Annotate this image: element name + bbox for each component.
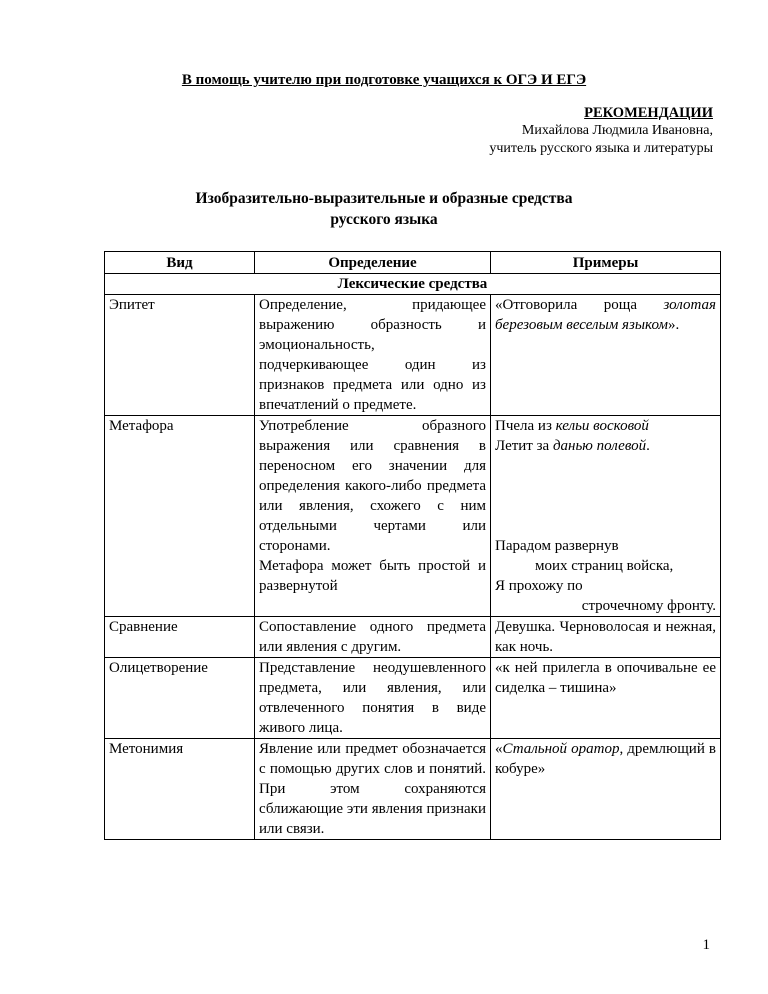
column-header-kind: Вид — [105, 252, 255, 274]
row-kind: Метонимия — [105, 739, 255, 840]
section-row — [105, 274, 721, 295]
means-table — [104, 251, 721, 840]
row-example — [491, 295, 721, 416]
recommendations-block — [489, 104, 713, 158]
row-definition: Определение, придающее выражению образность и эмоциональность, подчеркивающее один из признаков предмета или одно из впечатлений о предмете. — [255, 295, 491, 416]
author-position: учитель русского языка и литературы — [489, 141, 713, 156]
example-italic: Стальной оратор — [502, 741, 620, 757]
row-definition: Сопоставление одного предмета или явления с другим. — [255, 617, 491, 658]
table-row — [105, 658, 721, 739]
document-title-line-2: русского языка — [330, 211, 438, 228]
table-row — [105, 739, 721, 840]
row-kind: Сравнение — [105, 617, 255, 658]
table-row — [105, 416, 721, 617]
example-text: , дремлющий в кобуре» — [495, 741, 716, 777]
example-line — [495, 416, 716, 436]
example-text: « — [495, 741, 503, 757]
example-italic: золотая березовым веселым языком — [495, 297, 716, 333]
column-header-examples: Примеры — [491, 252, 721, 274]
example-line — [495, 436, 716, 456]
row-example: Девушка. Черноволосая и нежная, как ночь. — [491, 617, 721, 658]
example-text: Летит за — [495, 438, 553, 454]
example-text: Пчела из — [495, 418, 556, 434]
document-title — [0, 188, 768, 230]
page-header-title: В помощь учителю при подготовке учащихся к ОГЭ И ЕГЭ — [181, 72, 587, 88]
row-kind: Олицетворение — [105, 658, 255, 739]
table-row — [105, 617, 721, 658]
example-text: ». — [667, 317, 680, 333]
author-name: Михайлова Людмила Ивановна, — [521, 123, 713, 138]
row-example: «к ней прилегла в опочивальне ее сиделка – тишина» — [491, 658, 721, 739]
example-italic: данью полевой — [552, 438, 647, 454]
row-definition — [255, 416, 491, 617]
row-example — [491, 739, 721, 840]
example-italic: кельи восковой — [555, 418, 649, 434]
document-title-line-1: Изобразительно-выразительные и образные средства — [195, 190, 573, 207]
definition-part-1: Употребление образного выражения или сравнения в переносном его значении для определения какого-либо предмета или явления, схожего с ним отдельными чертами или сторонами. — [259, 418, 486, 554]
example-line: Парадом развернув — [495, 538, 619, 554]
table-row — [105, 295, 721, 416]
row-definition: Явление или предмет обозначается с помощью других слов и понятий. При этом сохраняются сближающие эти явления признаки или связи. — [255, 739, 491, 840]
row-example — [491, 416, 721, 617]
row-kind: Метафора — [105, 416, 255, 617]
recommendations-heading: РЕКОМЕНДАЦИИ — [584, 105, 713, 121]
row-kind: Эпитет — [105, 295, 255, 416]
example-line: строчечному фронту. — [581, 598, 716, 614]
example-line: Я прохожу по — [495, 578, 583, 594]
section-title: Лексические средства — [105, 274, 721, 295]
row-definition: Представление неодушевленного предмета, или явления, или отвлеченного понятия в виде живого лица. — [255, 658, 491, 739]
example-text: «Отговорила роща — [495, 297, 664, 313]
example-text: . — [646, 438, 650, 454]
page-number: 1 — [702, 937, 710, 953]
example-line: моих страниц войска, — [535, 558, 674, 574]
definition-part-2: Метафора может быть простой и развернутой — [259, 558, 486, 594]
table-header-row — [105, 252, 721, 274]
column-header-definition: Определение — [255, 252, 491, 274]
